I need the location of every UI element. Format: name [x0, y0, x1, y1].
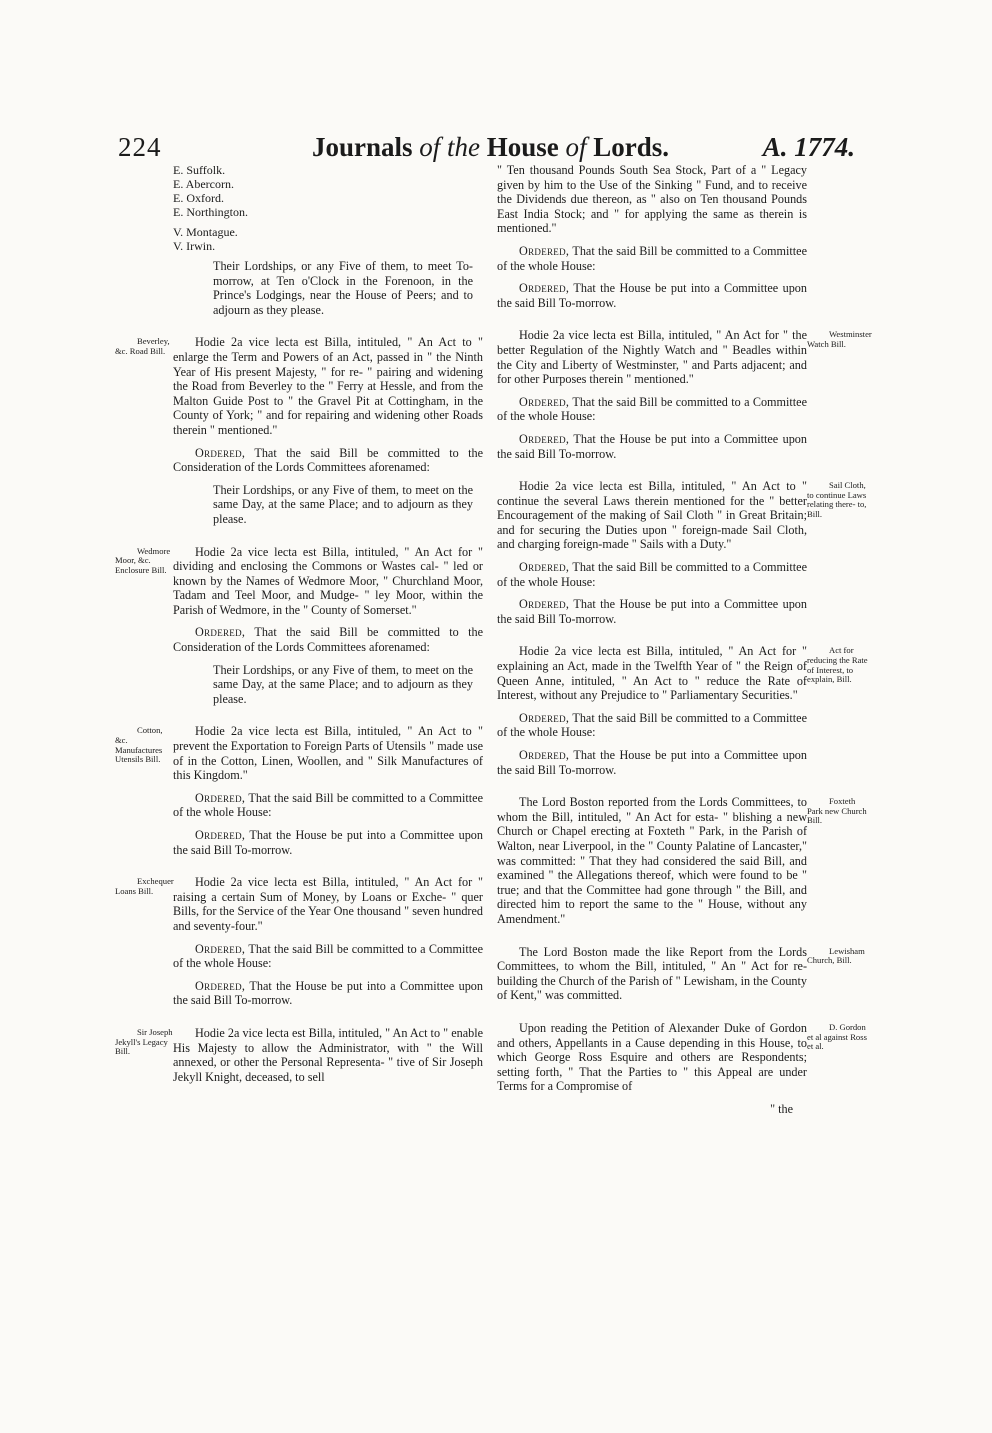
ordered-label: Ordered, [519, 710, 570, 725]
order-text: That the said Bill be committed to the Consideration of the Lords Committees aforenamed: [173, 625, 483, 655]
order-text: That the House be put into a Committee upon the said Bill To-morrow. [173, 828, 483, 857]
entry-westminster [497, 328, 872, 387]
entry-text: Hodie 2a vice lecta est Billa, intituled, " An Act for " explaining an Act, made in the Twelfth Year of " the Reign of Queen Anne, intituled, " An Act to " reduce the Rate of Interest, without any Prejudice to " Parliamentary Securities." [497, 644, 807, 703]
order-text: That the said Bill be committed to the Consideration of the Lords Committees aforenamed: [173, 445, 483, 475]
lord-name: V. Irwin. [173, 239, 216, 253]
entry-cotton [115, 724, 483, 783]
order-text: That the House be put into a Committee upon the said Bill To-morrow. [497, 748, 807, 777]
entry-text: Hodie 2a vice lecta est Billa, intituled, " An Act to " enable His Majesty to allow the Administrator, with " the Will annexed, or other the Personal Representa- " tive of Sir Joseph Jekyll Knight, deceased, to sell [173, 1025, 483, 1084]
entry-jekyll [115, 1025, 483, 1084]
title-part: Journals [311, 132, 420, 162]
order [173, 942, 483, 971]
lord-name: E. Northington. [173, 205, 248, 219]
left-column [115, 163, 483, 1092]
title-part: of [565, 132, 594, 162]
ordered-label: Ordered, [519, 394, 570, 409]
margin-note: Exchequer Loans Bill. [115, 876, 174, 896]
ordered-label: Ordered, [195, 978, 246, 993]
order [173, 828, 483, 857]
order-text: That the said Bill be committed to a Committee of the whole House: [173, 941, 483, 971]
order-text: That the said Bill be committed to a Committee of the whole House: [497, 394, 807, 424]
ordered-label: Ordered, [519, 560, 570, 575]
margin-note: Sail Cloth, to continue Laws relating there- to, Bill. [807, 480, 867, 519]
year: A. 1774. [762, 132, 855, 162]
ordered-label: Ordered, [519, 748, 570, 762]
resolution: Their Lordships, or any Five of them, to meet on the same Day, at the same Place; and to adjourn as they please. [213, 482, 473, 526]
entry-foxteth [497, 795, 867, 926]
resolution: Their Lordships, or any Five of them, to meet on the same Day, at the same Place; and to adjourn as they please. [213, 662, 473, 706]
running-title [118, 132, 863, 163]
ordered-label: Ordered, [519, 597, 570, 612]
entry-text: Hodie 2a vice lecta est Billa, intituled, " An Act for " the better Regulation of the Nightly Watch and " Beadles within the City and Liberty of Westminster, " and Parts adjacent; and for other Purposes therein " mentioned." [497, 328, 807, 387]
order-text: That the said Bill be committed to a Committee of the whole House: [497, 560, 807, 589]
order [173, 625, 483, 654]
entry-text: Upon reading the Petition of Alexander Duke of Gordon and others, Appellants in a Cause depending in this House, to which George Ross Esquire and others are Respondents; setting forth, " That the Parties to " this Appeal are under Terms for a Compromise of [497, 1020, 807, 1094]
order [497, 711, 807, 740]
order-text: That the said Bill be committed to a Committee of the whole House: [497, 710, 807, 740]
entry-exchequer [115, 875, 483, 933]
lord-name: E. Abercorn. [173, 177, 234, 191]
right-column [497, 163, 872, 1116]
lord-name: V. Montague. [173, 225, 238, 239]
order-text: That the House be put into a Committee upon the said Bill To-morrow. [497, 281, 807, 310]
lords-list [173, 163, 483, 253]
title-part: House [486, 132, 566, 162]
entry-text: The Lord Boston reported from the Lords Committees, to whom the Bill, intituled, " An Act for esta- " blishing a new Church or Chapel erecting at Foxteth " Park, in the Parish of Walton, near Liverpool, in the " County Palatine of Lancaster," was committed: " That they had considered the said Bill, and examined " the Allegations thereof, which were found to be " true; and that the Committee had gone through " the Bill, and directed him to report the same to the " House, without any Amendment." [497, 795, 807, 926]
ordered-label: Ordered, [195, 790, 246, 805]
margin-note: Foxteth Park new Church Bill. [807, 796, 867, 826]
ordered-label: Ordered, [195, 625, 246, 640]
order [497, 560, 807, 589]
catchword: " the [770, 1101, 793, 1116]
title-part: Lords. [593, 132, 670, 162]
order [173, 446, 483, 475]
ordered-label: Ordered, [519, 431, 570, 446]
entry-sailcloth [497, 479, 867, 552]
title-part: of the [419, 132, 487, 162]
lord-name: E. Suffolk. [173, 163, 226, 177]
order-text: That the House be put into a Committee upon the said Bill To-morrow. [497, 431, 807, 461]
order-text: That the House be put into a Committee upon the said Bill To-morrow. [173, 978, 483, 1008]
order [173, 979, 483, 1008]
margin-note: Lewisham Church, Bill. [807, 945, 865, 966]
ordered-label: Ordered, [519, 281, 570, 296]
entry-text: Hodie 2a vice lecta est Billa, intituled, " An Act for " raising a certain Sum of Money, by Loans or Exche- " quer Bills, for the Service of the Year One thousand " seven hundred and seventy-four." [173, 875, 483, 933]
ordered-label: Ordered, [195, 445, 246, 460]
entry-text: The Lord Boston made the like Report from the Lords Committees, to whom the Bill, intituled, " An " Act for re-building the Church of the Parish of " Lewisham, in the County of Kent," was committed. [497, 944, 807, 1003]
margin-note: Act for reducing the Rate of Interest, to explain, Bill. [807, 645, 868, 685]
ordered-label: Ordered, [195, 828, 246, 842]
entry-gordon [497, 1020, 867, 1094]
entry-text: Hodie 2a vice lecta est Billa, intituled, " An Act to " enlarge the Term and Powers of an Act, passed in " the Ninth Year of His present Majesty, " for re- " pairing and widening the Road from Beverley to the " Ferry at Hessle, and from the Malton Guide Post to " the Gravel Pit at Cottingham, in the County of York; " and for repairing and widening other Roads therein " mentioned." [173, 335, 483, 437]
margin-note: Sir Joseph Jekyll's Legacy Bill. [115, 1026, 173, 1057]
entry-beverley [115, 335, 483, 437]
lord-name: E. Oxford. [173, 191, 224, 205]
order-text: That the said Bill be committed to a Committee of the whole House: [173, 790, 483, 820]
margin-note: D. Gordon et al against Ross et al. [807, 1021, 867, 1052]
ordered-label: Ordered, [519, 243, 570, 258]
entry-interest [497, 644, 868, 703]
ordered-label: Ordered, [195, 941, 246, 956]
order [497, 432, 807, 461]
page-number: 224 [118, 132, 162, 162]
order [497, 748, 807, 777]
margin-note: Beverley, &c. Road Bill. [115, 336, 170, 356]
margin-note: Wedmore Moor, &c. Enclosure Bill. [115, 545, 171, 575]
entry-text: Hodie 2a vice lecta est Billa, intituled, " An Act to " continue the several Laws therein mentioned for the " better Encouragement of the making of Sail Cloth " in Great Britain; and for securing the Duties upon " foreign-made Sail Cloth, and charging foreign-made " Sails with a Duty." [497, 479, 807, 552]
order [497, 597, 807, 626]
order [497, 395, 807, 424]
entry-continued: " Ten thousand Pounds South Sea Stock, Part of a " Legacy given by him to the Use of the Sinking " Fund, and to receive the Dividends due thereon, as " also on Ten thousand Pounds East India Stock; and " for applying the same as therein is mentioned." [497, 163, 807, 236]
order-text: That the House be put into a Committee upon the said Bill To-morrow. [497, 597, 807, 626]
order [173, 791, 483, 820]
order [497, 281, 807, 310]
order-text: That the said Bill be committed to a Committee of the whole House: [497, 243, 807, 273]
entry-wedmore [115, 544, 483, 618]
entry-lewisham [497, 944, 865, 1003]
margin-note: Cotton, &c. Manufactures Utensils Bill. [115, 725, 163, 765]
margin-note: Westminster Watch Bill. [807, 329, 872, 349]
entry-text: Hodie 2a vice lecta est Billa, intituled, " An Act to " prevent the Exportation to Foreign Parts of Utensils " made use of in the Cotton, Linen, Woollen, and " Silk Manufactures of this Kingdom." [173, 724, 483, 783]
order [497, 244, 807, 273]
entry-text: Hodie 2a vice lecta est Billa, intituled, " An Act for " dividing and enclosing the Commons or Wastes cal- " led or known by the Names of Wedmore Moor, " Churchland Moor, Tadam and Teel Moor, and Mudge- " ley Moor, within the Parish of Wedmore, in the " County of Somerset." [173, 544, 483, 617]
resolution: Their Lordships, or any Five of them, to meet To-morrow, at Ten o'Clock in the Forenoon, in the Prince's Lodgings, near the House of Peers; and to adjourn as they please. [213, 259, 473, 317]
